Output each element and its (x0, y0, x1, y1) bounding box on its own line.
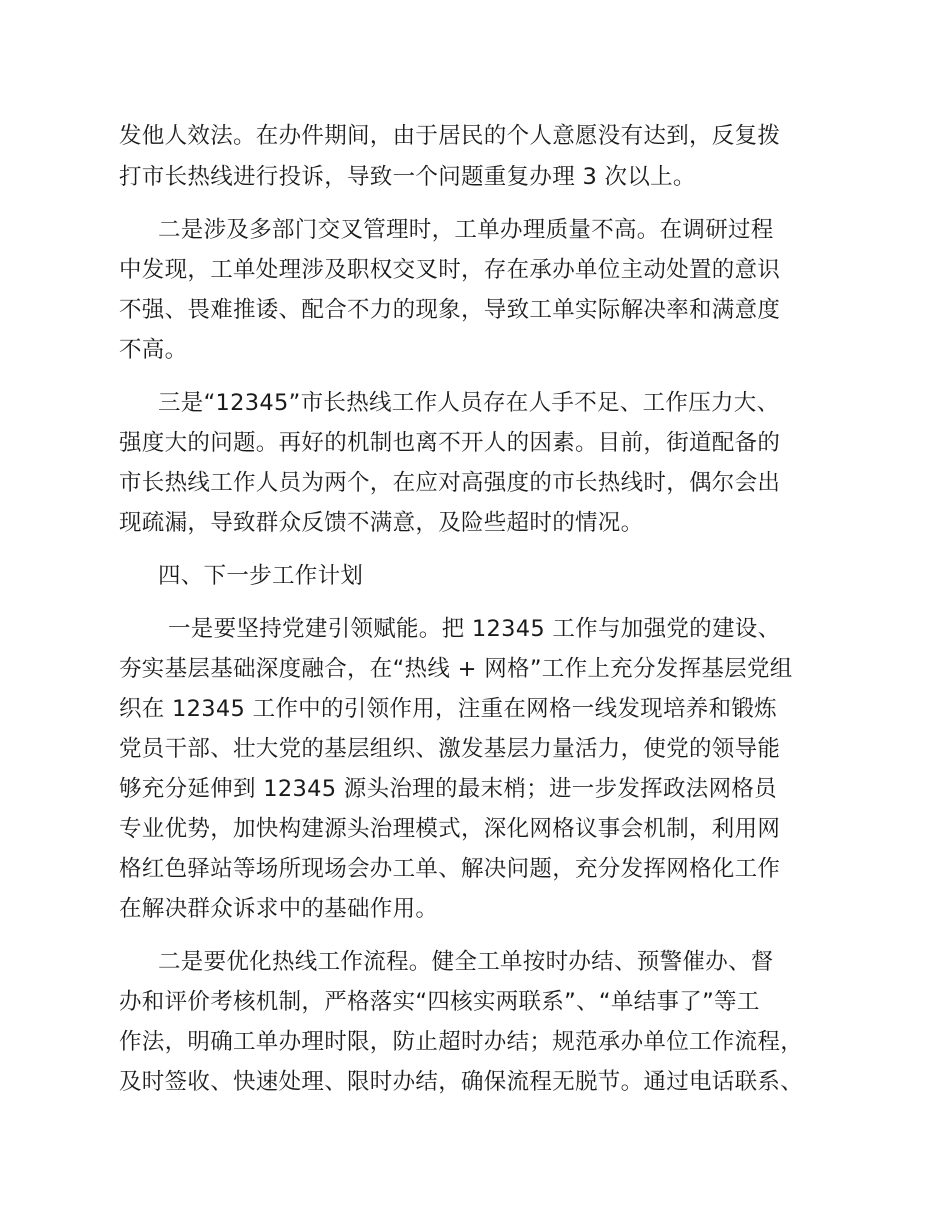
text-line: 中发现，工单处理涉及职权交叉时，存在承办单位主动处置的意识 (119, 257, 781, 283)
text-line: 作法，明确工单办理时限，防止超时办结；规范承办单位工作流程， (119, 1029, 804, 1055)
text-line: 够充分延伸到 12345 源头治理的最末梢；进一步发挥政法网格员 (119, 776, 777, 802)
text-line: 不强、畏难推诿、配合不力的现象，导致工单实际解决率和满意度 (119, 297, 781, 323)
text-line: 党员干部、壮大党的基层组织、激发基层力量活力，使党的领导能 (119, 736, 781, 762)
text-line: 办和评价考核机制，严格落实“四核实两联系”、“单结事了”等工 (119, 989, 760, 1015)
text-line: 不高。 (119, 337, 188, 363)
text-line: 夯实基层基础深度融合，在“热线 + 网格”工作上充分发挥基层党组 (119, 656, 793, 682)
text-line: 格红色驿站等场所现场会办工单、解决问题，充分发挥网格化工作 (119, 856, 781, 882)
text-line: 在解决群众诉求中的基础作用。 (119, 896, 439, 922)
paragraph-start-line: 一是要坚持党建引领赋能。把 12345 工作与加强党的建设、 (168, 616, 781, 642)
text-line: 发他人效法。在办件期间，由于居民的个人意愿没有达到，反复拨 (119, 123, 781, 149)
paragraph-start-line: 二是涉及多部门交叉管理时，工单办理质量不高。在调研过程 (158, 217, 774, 243)
text-line: 现疏漏，导致群众反馈不满意，及险些超时的情况。 (119, 510, 644, 536)
text-line: 强度大的问题。再好的机制也离不开人的因素。目前，街道配备的 (119, 430, 781, 456)
paragraph-start-line: 三是“12345”市长热线工作人员存在人手不足、工作压力大、 (158, 390, 780, 416)
text-line: 及时签收、快速处理、限时办结，确保流程无脱节。通过电话联系、 (119, 1069, 804, 1095)
text-line: 打市长热线进行投诉，导致一个问题重复办理 3 次以上。 (119, 164, 696, 190)
text-line: 市长热线工作人员为两个，在应对高强度的市长热线时，偶尔会出 (119, 470, 781, 496)
paragraph-start-line: 二是要优化热线工作流程。健全工单按时办结、预警催办、督 (158, 949, 774, 975)
text-line: 织在 12345 工作中的引领作用，注重在网格一线发现培养和锻炼 (119, 696, 777, 722)
section-heading: 四、下一步工作计划 (158, 563, 364, 589)
text-line: 专业优势，加快构建源头治理模式，深化网格议事会机制，利用网 (119, 816, 781, 842)
